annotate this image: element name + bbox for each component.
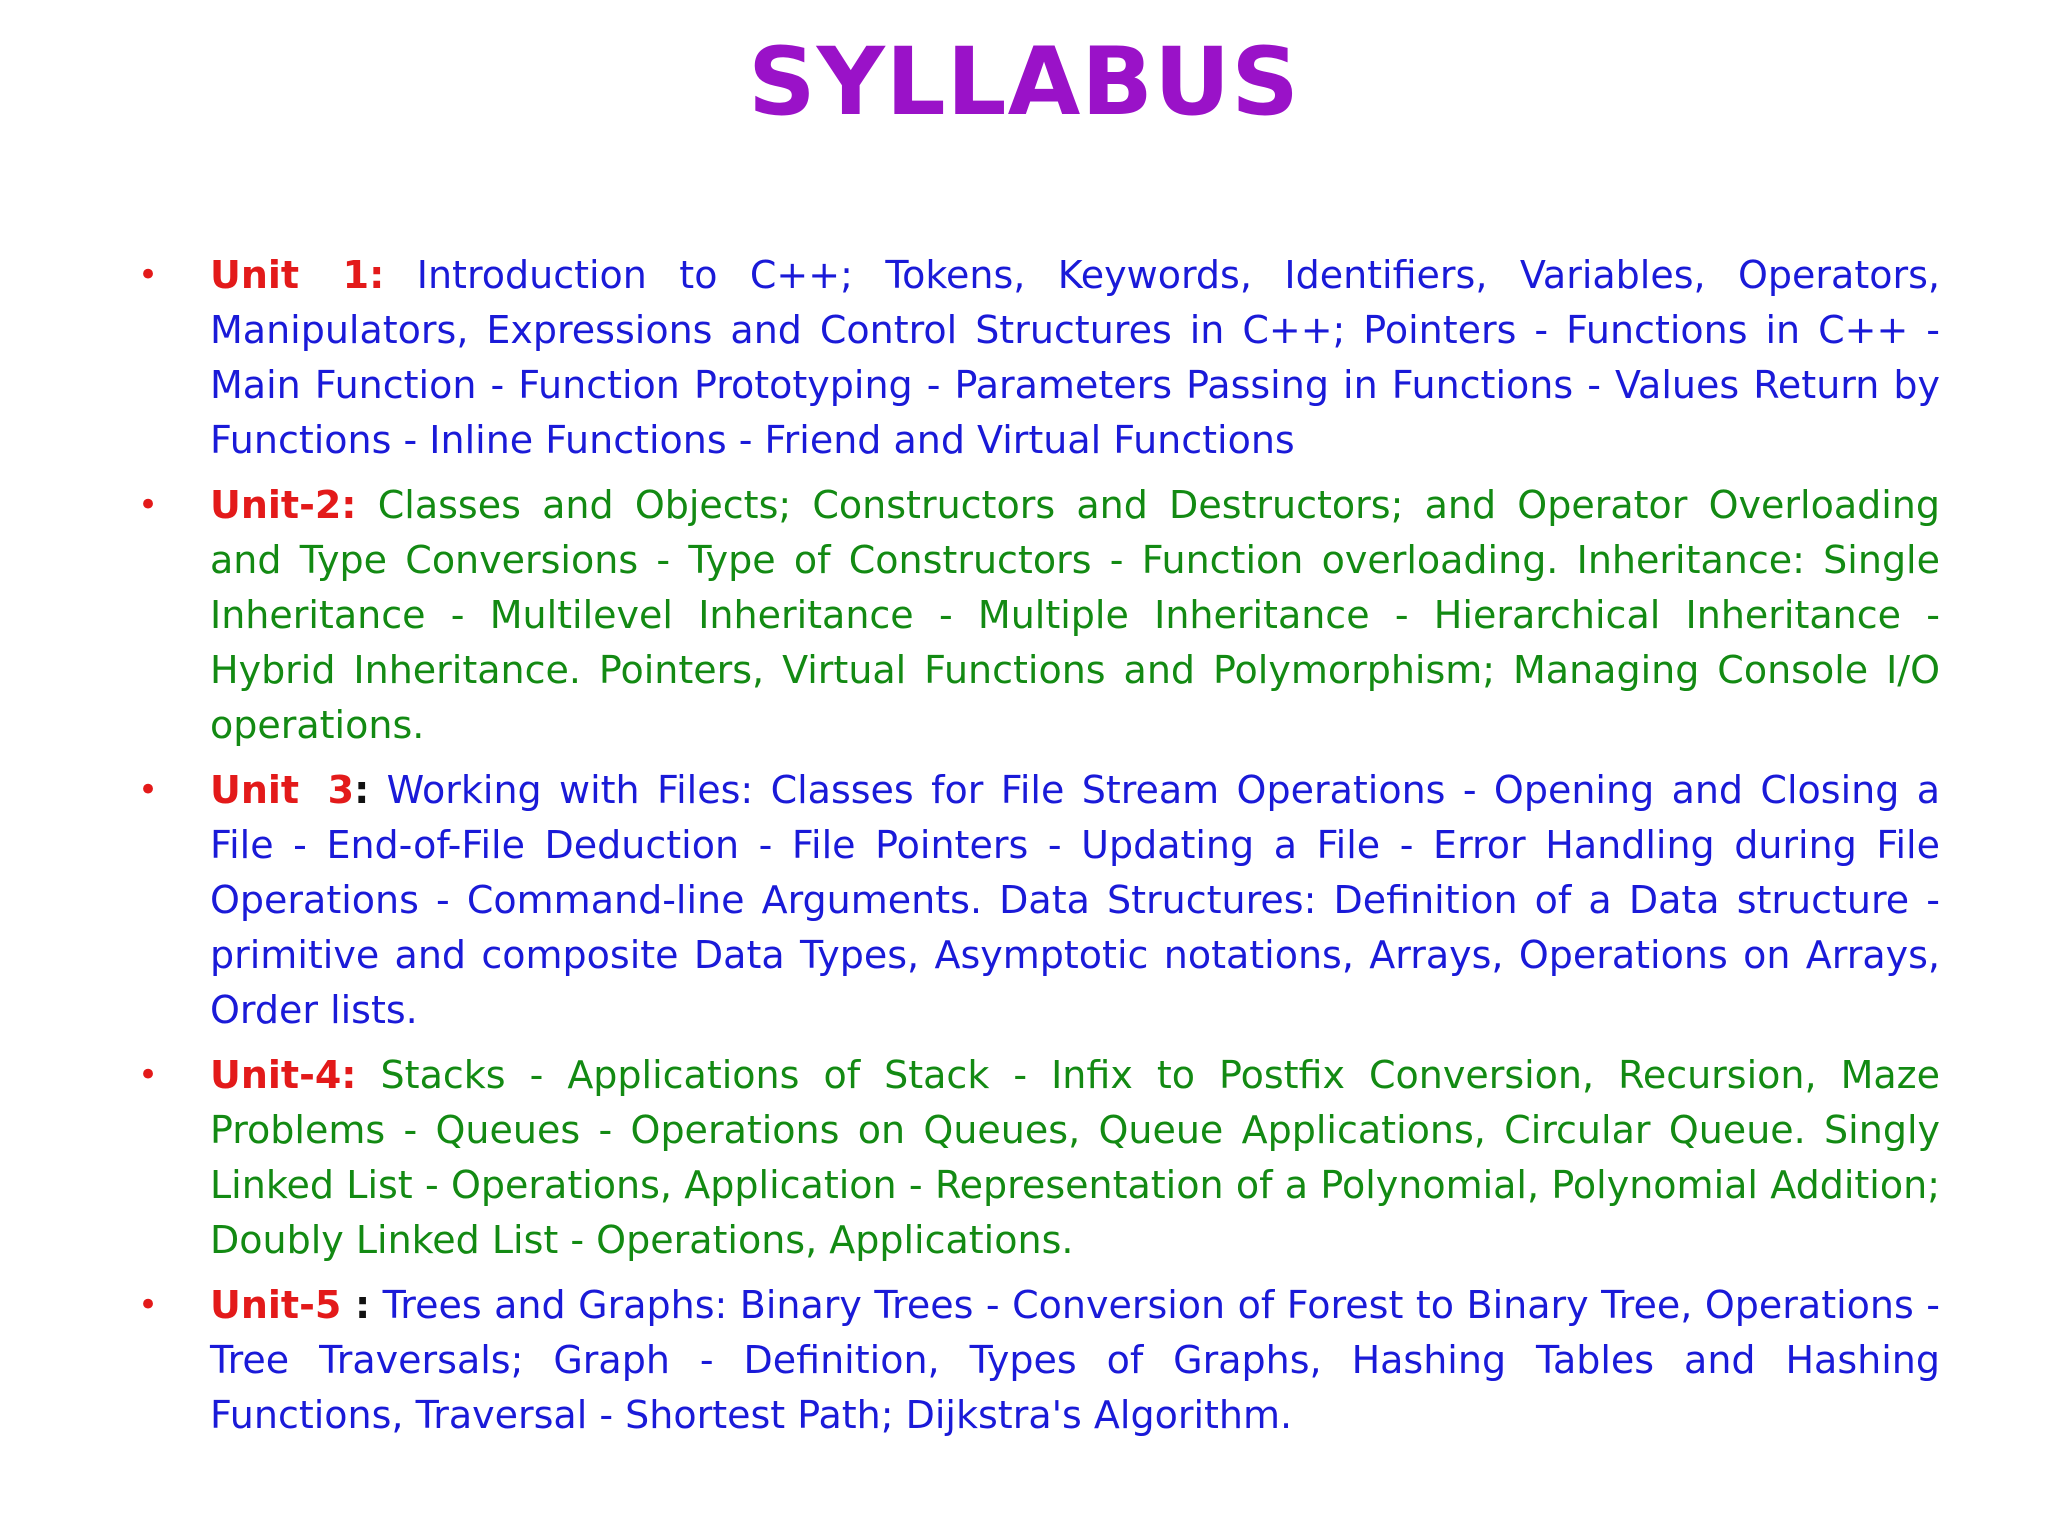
bullet-icon: •: [138, 1285, 159, 1325]
unit-description: Classes and Objects; Constructors and Destructors; and Operator Overloading and Type Conversions - Type of Constructors - Function overloading. Inheritance: Single Inheritance - Multilevel Inheritance - Multiple Inheritance - Hierarchical Inheritance - Hybrid Inheritance. Pointers, Virtual Functions and Polymorphism; Managing Console I/O operations.: [210, 483, 1940, 747]
list-item-unit-2: [138, 478, 1940, 753]
unit-description: Stacks - Applications of Stack - Infix to Postfix Conversion, Recursion, Maze Problems - Queues - Operations on Queues, Queue Applications, Circular Queue. Singly Linked List - Operations, Application - Representation of a Polynomial, Polynomial Addition; Doubly Linked List - Operations, Applications.: [210, 1053, 1940, 1262]
bullet-icon: •: [138, 770, 159, 810]
unit-description: Introduction to C++; Tokens, Keywords, Identifiers, Variables, Operators, Manipulators, Expressions and Control Structures in C++; Pointers - Functions in C++ - Main Function - Function Prototyping - Parameters Passing in Functions - Values Return by Functions - Inline Functions - Friend and Virtual Functions: [210, 253, 1940, 462]
list-item-unit-3: [138, 763, 1940, 1038]
unit-label: Unit 1:: [210, 253, 385, 297]
bullet-icon: •: [138, 485, 159, 525]
unit-label: Unit-5: [210, 1283, 342, 1327]
unit-colon: :: [341, 1283, 371, 1327]
unit-label: Unit 3: [210, 768, 355, 812]
unit-colon: :: [354, 768, 370, 812]
bullet-icon: •: [138, 255, 159, 295]
unit-description: Working with Files: Classes for File Stream Operations - Opening and Closing a File - End-of-File Deduction - File Pointers - Updating a File - Error Handling during File Operations - Command-line Arguments. Data Structures: Definition of a Data structure - primitive and composite Data Types, Asymptotic notations, Arrays, Operations on Arrays, Order lists.: [210, 768, 1940, 1032]
bullet-icon: •: [138, 1055, 159, 1095]
unit-label: Unit-2:: [210, 483, 357, 527]
list-item-unit-1: [138, 248, 1940, 468]
page-title: SYLLABUS: [748, 28, 1300, 137]
list-item-unit-5: [138, 1278, 1941, 1443]
unit-list: [0, 248, 2048, 1453]
unit-description: Trees and Graphs: Binary Trees - Conversion of Forest to Binary Tree, Operations - Tree Traversals; Graph - Definition, Types of Graphs, Hashing Tables and Hashing Functions, Traversal - Shortest Path; Dijkstra's Algorithm.: [210, 1283, 1941, 1437]
list-item-unit-4: [138, 1048, 1940, 1268]
unit-label: Unit-4:: [210, 1053, 357, 1097]
